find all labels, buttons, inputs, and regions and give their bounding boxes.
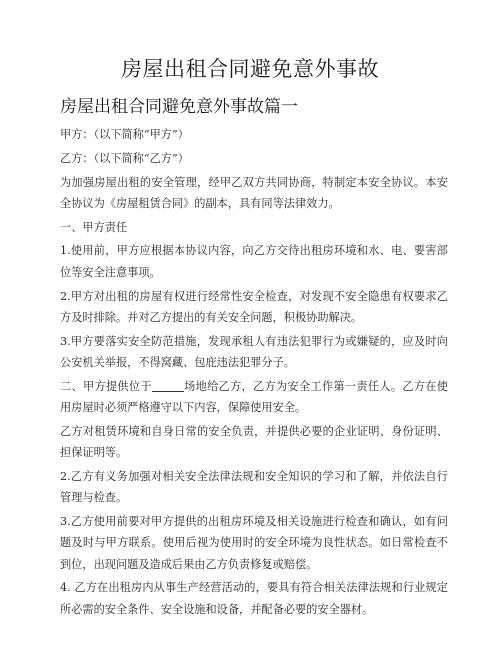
party-b-duty-1: 乙方对租赁环境和自身日常的安全负责，并提供必要的企业证明、身份证明、担保证明等。 [60,424,448,460]
heading-party-a-duties: 一、甲方责任 [60,220,128,234]
party-b-duty-2: 2.乙方有义务加强对相关安全法律法规和安全知识的学习和了解，并依法自行管理与检查。 [60,469,448,505]
clause-2-paragraph [60,376,448,419]
intro-paragraph: 为加强房屋出租的安全管理，经甲乙双方共同协商，特制定本安全协议。本安全协议为《房屋租赁合同》的副本，具有同等法律效力。 [60,175,448,210]
section-title: 房屋出租合同避免意外事故篇一 [60,97,298,117]
clause-2-lead: 二、甲方提供位于 [60,379,152,393]
location-blank [152,379,184,392]
party-a-line: 甲方：（以下简称“甲方”） [60,128,189,141]
party-b-duty-4: 4. 乙方在出租房内从事生产经营活动的，要具有符合相关法律法规和行业规定所必需的安全条件、安全设施和设备，并配备必要的安全器材。 [60,581,448,616]
party-b-duty-3: 3.乙方使用前要对甲方提供的出租房环境及相关设施进行检查和确认，如有问题及时与甲方联系。使用后视为使用时的安全环境为良性状态。如日常检查不到位，出现问题及造成后果由乙方负责修复或赔偿。 [60,515,448,571]
party-b-line: 乙方：（以下简称“乙方”） [60,151,189,165]
document-title: 房屋出租合同避免意外事故 [121,57,379,81]
party-a-duty-2: 2.甲方对出租的房屋有权进行经常性安全检查，对发现不安全隐患有权要求乙方及时排除。并对乙方提出的有关安全问题，积极协助解决。 [60,289,448,324]
party-a-duty-1: 1.使用前，甲方应根据本协议内容，向乙方交待出租房环境和水、电、要害部位等安全注意事项。 [60,244,448,279]
document-body [60,124,448,623]
party-a-duty-3: 3.甲方要落实安全防范措施，发现承租人有违法犯罪行为或嫌疑的，应及时向公安机关举报，不得窝藏、包庇违法犯罪分子。 [60,334,448,369]
clause-2-rest: 场地给乙方，乙方为安全工作第一责任人。乙方在使用房屋时必须严格遵守以下内容，保障使用安全。 [60,379,448,415]
